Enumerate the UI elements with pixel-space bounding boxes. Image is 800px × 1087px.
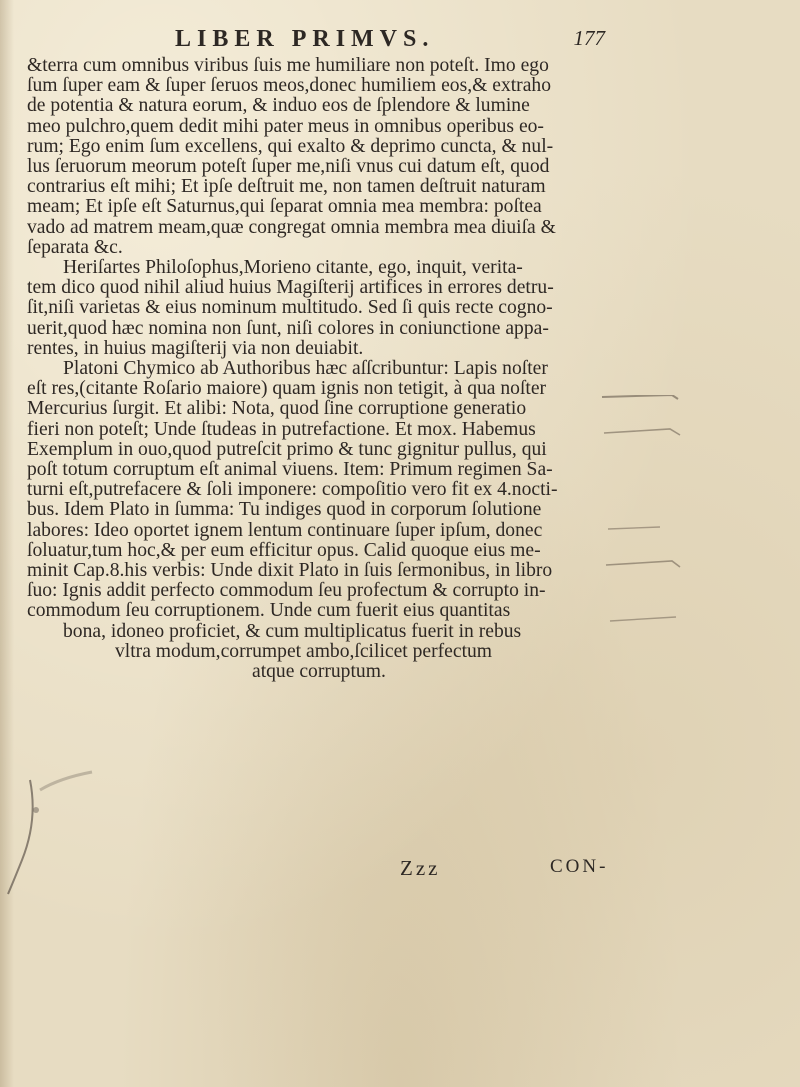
- text-line: Exemplum in ouo,quod putreſcit primo & tunc gignitur pullus, qui: [27, 438, 547, 460]
- text-line: turni eſt,putrefacere & ſoli imponere: compoſitio vero fit ex 4.nocti-: [27, 479, 558, 501]
- text-line: uerit,quod hæc nomina non ſunt, niſi colores in coniunctione appa-: [27, 317, 549, 339]
- text-line: ſum ſuper eam & ſuper ſeruos meos,donec humiliem eos,& extraho: [27, 75, 551, 97]
- text-line: tem dico quod nihil aliud huius Magiſterij artifices in errores detru-: [27, 277, 554, 299]
- paragraph-start-line: Heriſartes Philoſophus,Morieno citante, ego, inquit, verita-: [63, 257, 523, 279]
- text-line: de potentia & natura eorum, & induo eos de ſplendore & lumine: [27, 95, 530, 117]
- text-line: fieri non poteſt; Unde ſtudeas in putrefactione. Et mox. Habemus: [27, 418, 536, 440]
- text-line: meam; Et ipſe eſt Saturnus,qui ſeparat omnia mea membra: poſtea: [27, 196, 542, 218]
- text-line: ſuo: Ignis addit perfecto commodum ſeu profectum & corrupto in-: [27, 580, 546, 602]
- text-line: rentes, in huius magiſterij via non deuiabit.: [27, 337, 364, 359]
- page-number: 177: [573, 26, 605, 50]
- text-line: Mercurius ſurgit. Et alibi: Nota, quod ſine corruptione generatio: [27, 398, 527, 420]
- body-text: [27, 56, 612, 682]
- text-line: ſit,niſi varietas & eius nominum multitudo. Sed ſi quis recte cogno-: [27, 297, 553, 319]
- paragraph-start-line: Platoni Chymico ab Authoribus hæc aſſcribuntur: Lapis noſter: [63, 358, 548, 380]
- page-edge-shadow: [0, 0, 14, 1087]
- text-line: ſeparata &c.: [27, 236, 123, 258]
- text-line-indented: vltra modum,corrumpet ambo,ſcilicet perfectum: [115, 640, 493, 662]
- page-footer: [0, 856, 800, 882]
- catchword: CON-: [550, 856, 609, 877]
- text-line: labores: Ideo oportet ignem lentum continuare ſuper ipſum, donec: [27, 519, 543, 541]
- text-line: lus ſeruorum meorum poteſt ſuper me,niſi vnus cui datum eſt, quod: [27, 156, 550, 178]
- text-line: &terra cum omnibus viribus ſuis me humiliare non poteſt. Imo ego: [27, 55, 549, 76]
- text-line: bus. Idem Plato in ſumma: Tu indiges quod in corporum ſolutione: [27, 499, 542, 521]
- text-line: eſt res,(citante Roſario maiore) quam ignis non tetigit, à qua noſter: [27, 378, 547, 400]
- signature-mark: Zzz: [400, 856, 441, 880]
- text-line: poſt totum corruptum eſt animal viuens. Item: Primum regimen Sa-: [27, 459, 553, 481]
- text-line: minit Cap.8.his verbis: Unde dixit Plato in ſuis ſermonibus, in libro: [27, 560, 553, 582]
- text-line: vado ad matrem meam,quæ congregat omnia membra mea diuiſa &: [27, 216, 556, 238]
- closing-line: atque corruptum.: [252, 661, 386, 683]
- text-line-indented: bona, idoneo proficiet, & cum multiplicatus fuerit in rebus: [63, 620, 522, 642]
- text-line: rum; Ego enim ſum excellens, qui exalto & deprimo cuncta, & nul-: [27, 135, 554, 157]
- text-line: ſoluatur,tum hoc,& per eum efficitur opus. Calid quoque eius me-: [27, 539, 541, 561]
- page-header: [175, 26, 605, 52]
- text-line: meo pulchro,quem dedit mihi pater meus in omnibus operibus eo-: [27, 115, 544, 137]
- margin-ink-strokes: [600, 395, 690, 635]
- running-title: LIBER PRIMVS.: [175, 26, 435, 52]
- text-line: commodum ſeu corruptionem. Unde cum fuerit eius quantitas: [27, 600, 511, 622]
- text-line: contrarius eſt mihi; Et ipſe deſtruit me, non tamen deſtruit naturam: [27, 176, 546, 198]
